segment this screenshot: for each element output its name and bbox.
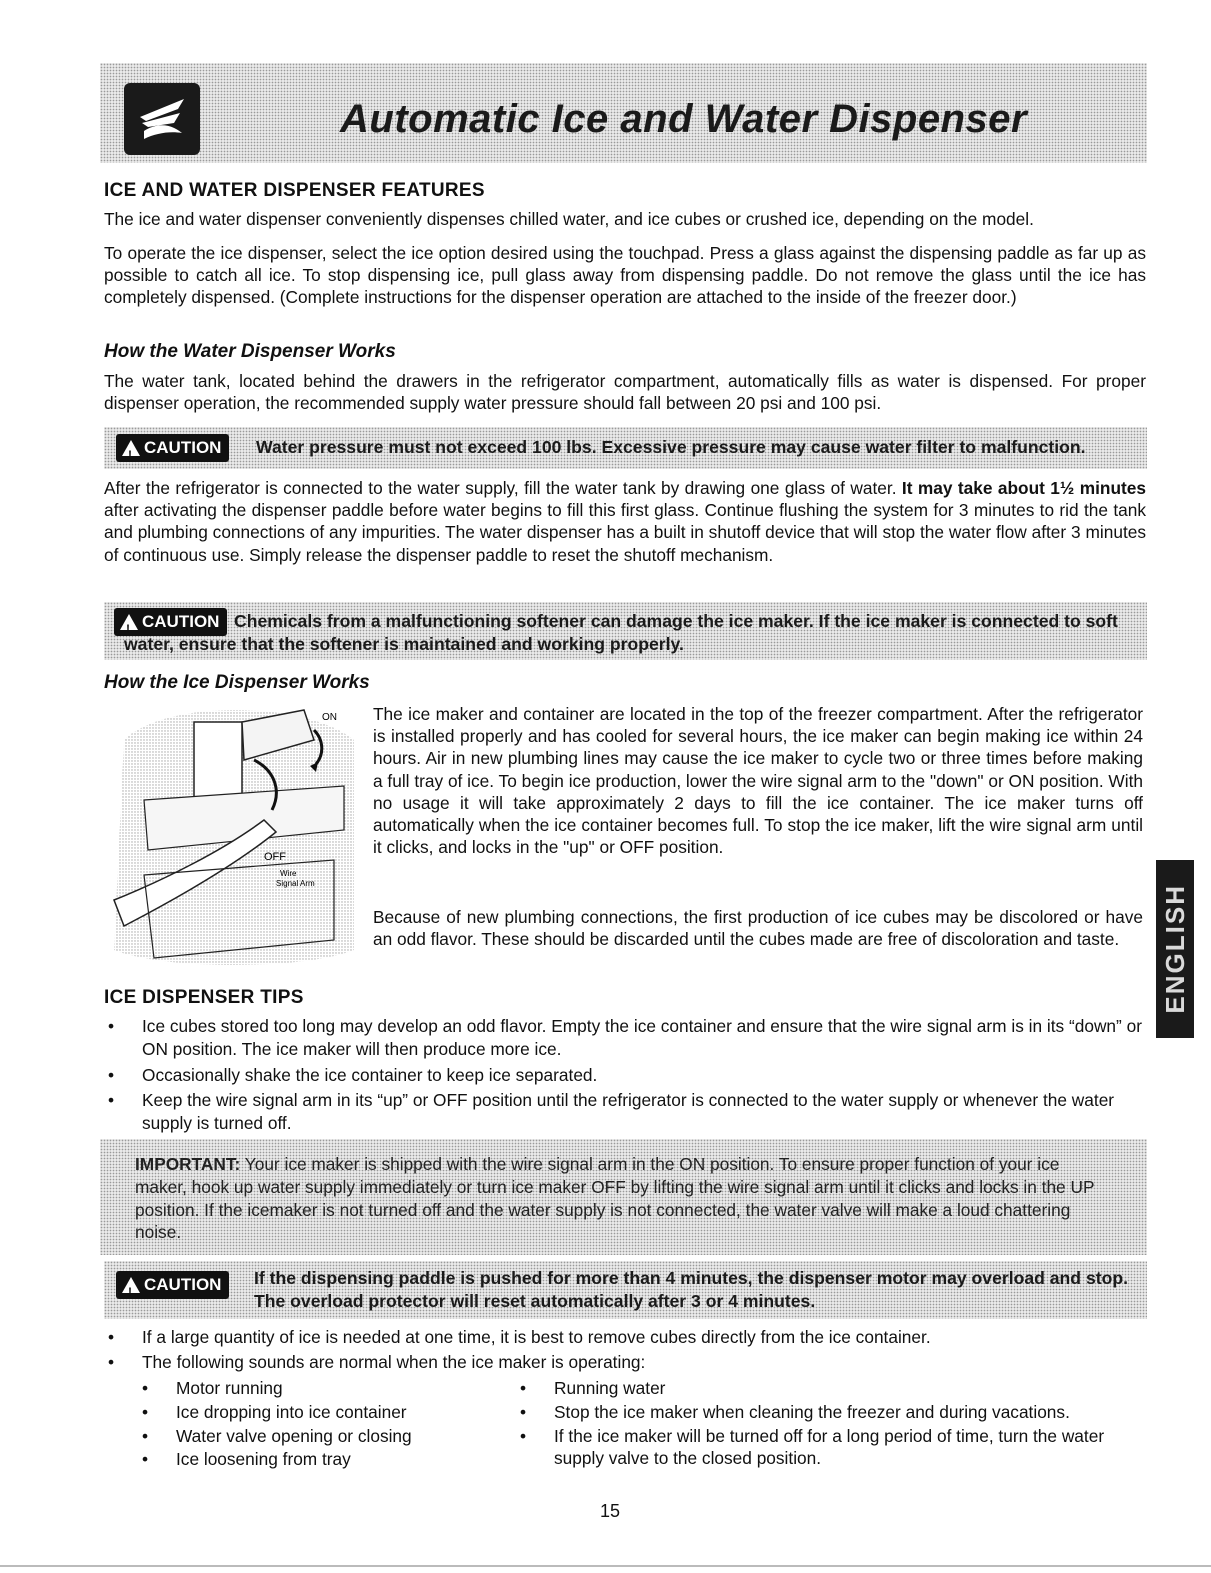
warning-icon (122, 440, 140, 456)
list-item: • Motor running (138, 1377, 498, 1400)
page-number: 15 (600, 1501, 621, 1521)
tips-list (104, 1015, 1146, 1135)
label-on: ON (322, 712, 337, 723)
water-paragraph-1: The water tank, located behind the drawers in the refrigerator compartment, automatically fills as water is dispensed. For proper dispenser operation, the recommended supply water pressure should fall between 20 psi and 100 psi. (104, 371, 1146, 414)
caution-band-1 (104, 427, 1147, 469)
caution-badge: ! CAUTION (116, 434, 229, 462)
features-paragraph-1: The ice and water dispenser conveniently dispenses chilled water, and ice cubes or crushed ice, depending on the model. (104, 209, 1034, 229)
sounds-list-right (516, 1377, 1146, 1470)
list-item: • If the ice maker will be turned off for a long period of time, turn the water supply valve to the closed position. (516, 1425, 1146, 1471)
language-tab-label: ENGLISH (1159, 884, 1190, 1014)
water-paragraph-2: After the refrigerator is connected to the water supply, fill the water tank by drawing one glass of water. It may take about 1½ minutes after activating the dispenser paddle before water begins to fill this first glass. Continue flushing the system for 3 minutes to rid the tank and plumbing connections of any impurities. The water dispenser has a built in shutoff device that will stop the water flow after 3 minutes of continuous use. Simply release the dispenser paddle to reset the shutoff mechanism. (104, 478, 1146, 565)
caution-badge: ! CAUTION (114, 608, 227, 636)
ice-water-icon (124, 83, 200, 155)
bottom-rule (0, 1565, 1211, 1567)
water-heading: How the Water Dispenser Works (104, 341, 396, 362)
tips-list-2 (104, 1326, 1146, 1374)
ice-paragraph-2: Because of new plumbing connections, the first production of ice cubes may be discolored or have an odd flavor. These should be discarded until the cubes made are free of discoloration and taste. (373, 907, 1143, 950)
label-signal-arm: Signal Arm (276, 879, 315, 888)
features-heading: ICE AND WATER DISPENSER FEATURES (104, 180, 485, 201)
tips-heading: ICE DISPENSER TIPS (104, 987, 304, 1008)
label-wire: Wire (280, 869, 297, 878)
list-item: • Ice cubes stored too long may develop an odd flavor. Empty the ice container and ensure that the wire signal arm is in its “down” or ON position. The ice maker will then produce more ice. (104, 1015, 1146, 1061)
sounds-list-left (138, 1377, 498, 1471)
warning-icon (122, 1277, 140, 1293)
list-item: • Running water (516, 1377, 1146, 1400)
caution-text-1: Water pressure must not exceed 100 lbs. Excessive pressure may cause water filter to malfunction. (256, 437, 1086, 457)
list-item: • If a large quantity of ice is needed at one time, it is best to remove cubes directly from the ice container. (104, 1326, 1146, 1349)
list-item: • The following sounds are normal when the ice maker is operating: (104, 1351, 1146, 1374)
features-paragraph-2: To operate the ice dispenser, select the ice option desired using the touchpad. Press a glass against the dispensing paddle as far up as possible to catch all ice. To stop dispensing ice, pull glass away from dispensing paddle. Do not remove the glass until the ice has completely dispensed. (Complete instructions for the dispenser operation are attached to the inside of the freezer door.) (104, 243, 1146, 308)
caution-text-2: Chemicals from a malfunctioning softener can damage the ice maker. If the ice maker is connected to soft water, ensure that the softener is maintained and working properly. (124, 611, 1118, 654)
list-item: • Keep the wire signal arm in its “up” or OFF position until the refrigerator is connected to the water supply or whenever the water supply is turned off. (104, 1089, 1146, 1135)
list-item: • Ice loosening from tray (138, 1448, 498, 1471)
page-title: Automatic Ice and Water Dispenser (340, 97, 1028, 141)
ice-paragraph-1: The ice maker and container are located in the top of the freezer compartment. After the refrigerator is installed properly and has cooled for several hours, the ice maker can begin making ice within 24 hours. Air in new plumbing lines may cause the ice maker to cycle two or three times before making a full tray of ice. To begin ice production, lower the wire signal arm to the "down" or ON position. With no usage it will take approximately 2 days to fill the ice container. The ice maker turns off automatically when the ice container becomes full. To stop the ice maker, lift the wire signal arm until it clicks, and locks in the "up" or OFF position. (373, 704, 1143, 858)
header-band (100, 63, 1147, 163)
list-item: • Occasionally shake the ice container to keep ice separated. (104, 1064, 1146, 1087)
caution-band-3 (104, 1261, 1147, 1319)
important-note: IMPORTANT: Your ice maker is shipped with the wire signal arm in the ON position. To ensure proper function of your ice maker, hook up water supply immediately or turn ice maker OFF by lifting the wire signal arm until it clicks and locks in the UP position. If the icemaker is not turned off and the water supply is not connected, the water valve will make a loud chattering noise. (135, 1154, 1095, 1243)
list-item: • Water valve opening or closing (138, 1425, 498, 1448)
label-off: OFF (264, 851, 286, 863)
caution-badge: ! CAUTION (116, 1271, 229, 1299)
ice-maker-illustration (104, 700, 362, 970)
list-item: • Stop the ice maker when cleaning the freezer and during vacations. (516, 1401, 1146, 1424)
caution-band-2 (104, 602, 1147, 660)
ice-heading: How the Ice Dispenser Works (104, 672, 370, 693)
caution-text-3: If the dispensing paddle is pushed for more than 4 minutes, the dispenser motor may overload and stop. The overload protector will reset automatically after 3 or 4 minutes. (254, 1268, 1128, 1311)
language-tab (1156, 860, 1194, 1038)
important-band (100, 1139, 1147, 1255)
list-item: • Ice dropping into ice container (138, 1401, 498, 1424)
